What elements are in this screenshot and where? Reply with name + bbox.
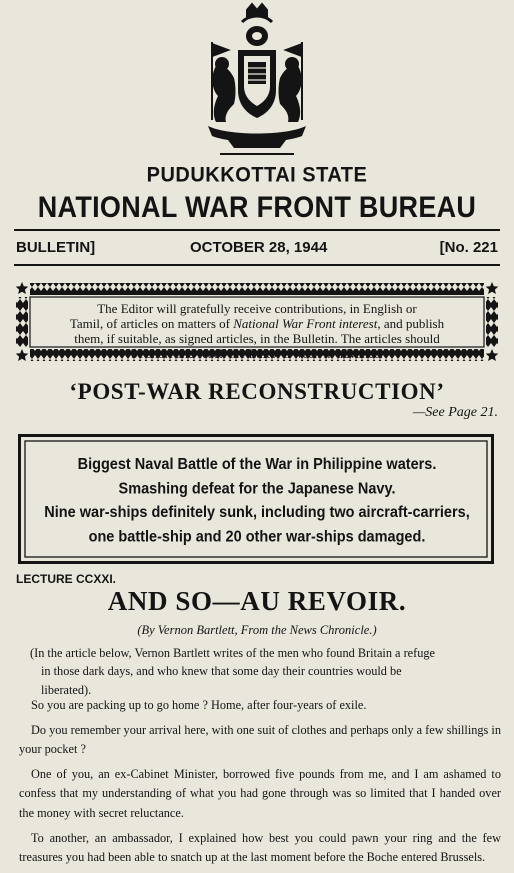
bulletin-label: BULLETIN] [16,239,96,256]
notice-line: The Editor will gratefully receive contributions, in English or [97,301,417,316]
notice-line: them, if suitable, as signed articles, in the Bulletin. The articles should [74,331,440,346]
notice-emphasis: National War Front interest [233,316,378,331]
headline-line: Nine war-ships definitely sunk, including two aircraft-carriers, [44,504,470,522]
coat-of-arms-emblem [198,2,316,160]
article-title: AND SO—AU REVOIR. [107,586,407,616]
article-paragraph: Do you remember your arrival here, with one suit of clothes and perhaps only a few shillings in your pocket ? [19,722,501,757]
bulletin-info-row [14,239,500,261]
article-intro [30,644,500,699]
headline-line: Smashing defeat for the Japanese Navy. [118,480,396,498]
article-paragraph: So you are packing up to go home ? Home, after four-years of exile. [31,698,367,712]
article-paragraph: One of you, an ex-Cabinet Minister, borrowed five pounds from me, and I am ashamed to confess that my understanding of what you had gone through was so limited that I handed over the money with secret reluctance. [19,766,501,820]
editor-notice-text [42,301,472,361]
notice-line: Tamil, of articles on matters of [69,316,234,331]
article-body [19,696,501,873]
article-paragraph: To another, an ambassador, I explained how best you could pawn your ring and the few treasures you had been able to snatch up at the last moment before the Boche entered Brussels. [19,830,501,865]
headline-line: Biggest Naval Battle of the War in Philippine waters. [77,456,437,474]
state-name-heading: PUDUKKOTTAI STATE [146,163,368,187]
bottom-divider [14,264,500,266]
post-war-reconstruction-heading: ‘POST-WAR RECONSTRUCTION’ [69,379,445,404]
notice-line: be short and reach the Editor a week in advance. [131,346,383,361]
bureau-name-heading: NATIONAL WAR FRONT BUREAU [37,190,477,224]
headline-line: one battle-ship and 20 other war-ships damaged. [88,528,426,545]
top-divider [14,229,500,231]
intro-line: liberated). [41,682,92,697]
issue-number: [No. 221 [439,239,498,256]
see-page-reference: —See Page 21. [412,405,498,420]
naval-battle-headline [22,453,492,548]
issue-date: OCTOBER 28, 1944 [190,239,328,256]
intro-line: in those dark days, and who knew that some day their countries would be [41,664,402,679]
intro-line: (In the article below, Vernon Bartlett writes of the men who found Britain a refuge [30,646,435,660]
article-byline: (By Vernon Bartlett, From the News Chronicle.) [137,623,377,637]
notice-line: , and publish [377,316,445,331]
lecture-number: LECTURE CCXXI. [16,572,117,586]
